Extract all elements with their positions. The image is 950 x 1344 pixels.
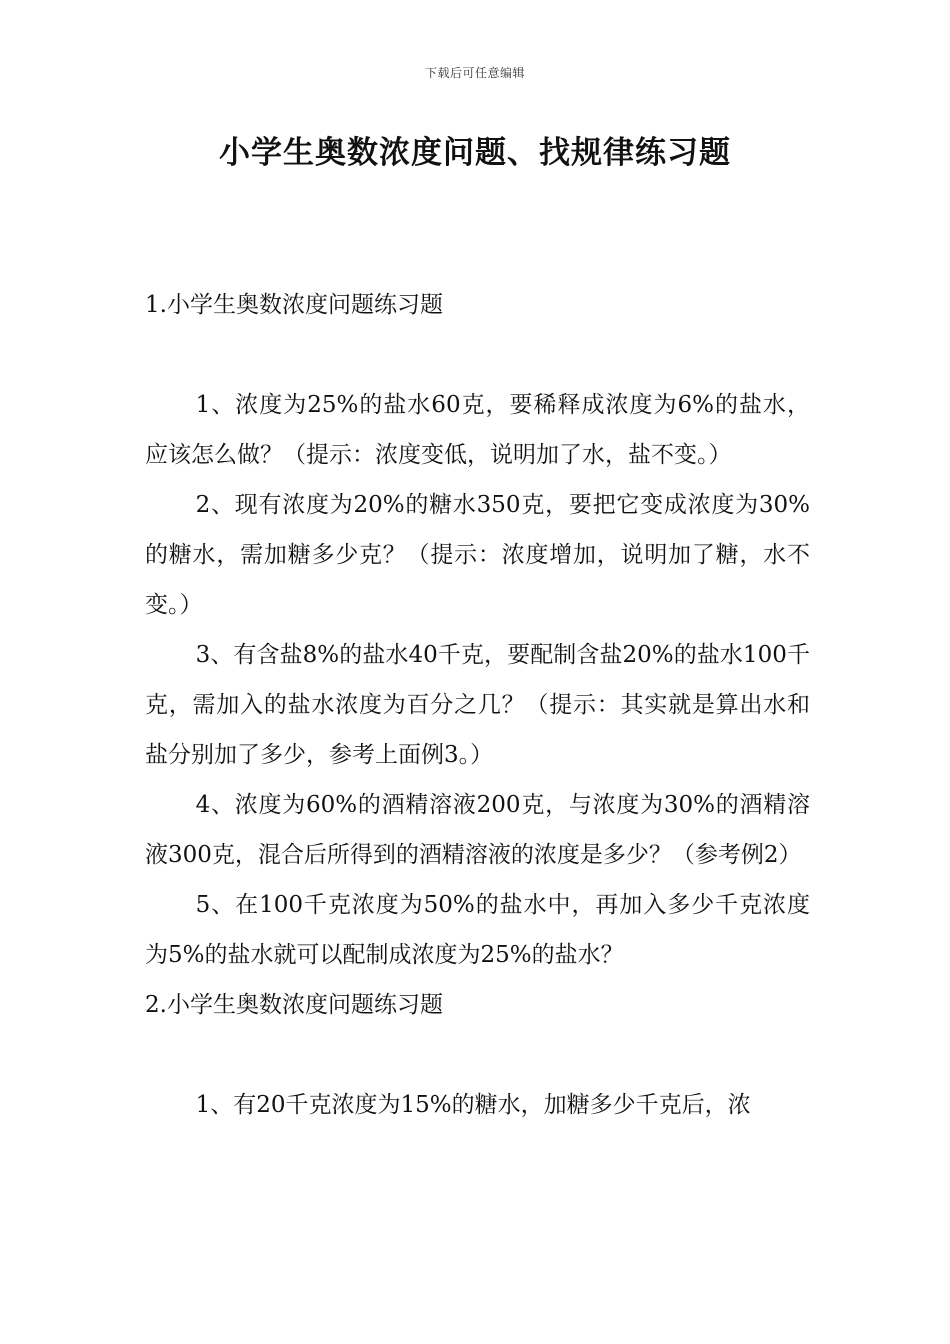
section-heading-2: 2.小学生奥数浓度问题练习题	[145, 992, 443, 1018]
question-paragraph-1-4: 4、浓度为60%的酒精溶液200克，与浓度为30%的酒精溶液300克，混合后所得到的酒精溶液的浓度是多少？（参考例2）	[145, 792, 810, 868]
document-title: 小学生奥数浓度问题、找规律练习题	[219, 135, 731, 171]
section-heading-1: 1.小学生奥数浓度问题练习题	[145, 292, 443, 318]
page-header-note: 下载后可任意编辑	[424, 66, 525, 80]
document-body	[145, 280, 810, 1130]
question-paragraph-1-5: 5、在100千克浓度为50%的盐水中，再加入多少千克浓度为5%的盐水就可以配制成浓度为25%的盐水？	[145, 892, 810, 968]
question-paragraph-1-1: 1、浓度为25%的盐水60克，要稀释成浓度为6%的盐水，应该怎么做？（提示：浓度变低，说明加了水，盐不变。）	[145, 392, 810, 468]
spacer	[145, 330, 810, 380]
spacer	[145, 1030, 810, 1080]
question-paragraph-2-1: 1、有20千克浓度为15%的糖水，加糖多少千克后，浓	[195, 1092, 751, 1118]
question-paragraph-1-2: 2、现有浓度为20%的糖水350克，要把它变成浓度为30%的糖水，需加糖多少克？（提示：浓度增加，说明加了糖，水不变。）	[145, 492, 810, 618]
question-paragraph-1-3: 3、有含盐8%的盐水40千克，要配制含盐20%的盐水100千克，需加入的盐水浓度为百分之几？（提示：其实就是算出水和盐分别加了多少，参考上面例3。）	[145, 642, 810, 768]
